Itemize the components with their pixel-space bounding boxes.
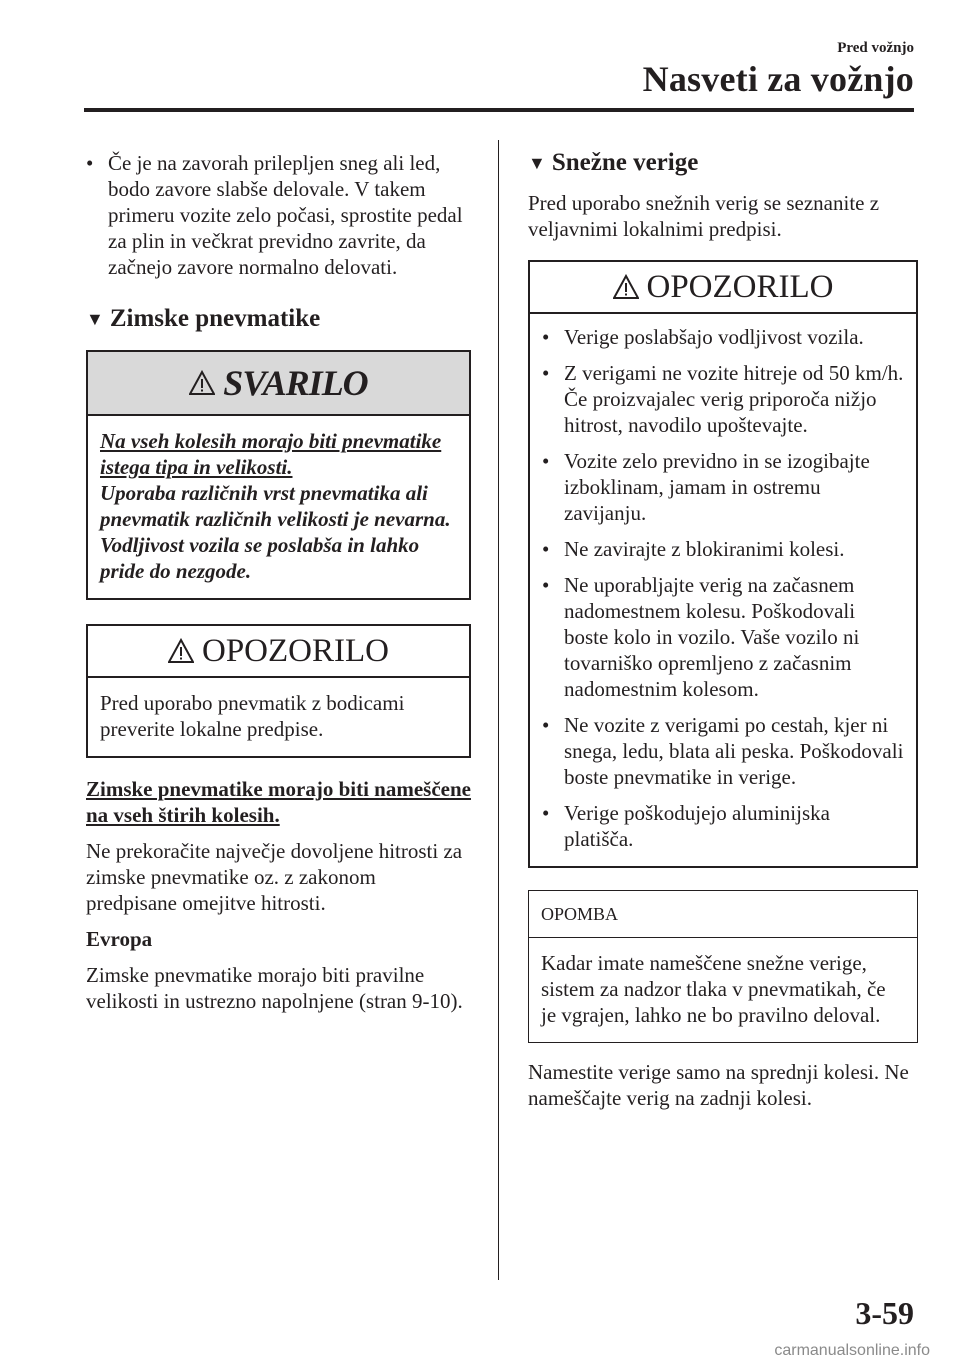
warning-icon — [168, 638, 194, 664]
page-number: 3-59 — [855, 1295, 914, 1331]
header-rule — [84, 108, 914, 112]
right-column — [528, 150, 918, 1111]
warning-icon — [189, 370, 215, 396]
opozorilo-header — [88, 626, 469, 678]
opozorilo-title: OPOZORILO — [646, 269, 834, 305]
bullet-icon: • — [542, 801, 550, 825]
bullet-icon: • — [542, 449, 550, 473]
list-item: • Vozite zelo previdno in se izogibajte izboklinam, jamam in ostremu zavijanju. — [542, 449, 870, 525]
paragraph: Ne prekoračite največje dovoljene hitrosti za zimske pnevmatike oz. z zakonom predpisane omejitve hitrosti. — [86, 839, 463, 915]
section-label: Pred vožnjo — [837, 40, 914, 56]
bullet-icon: • — [542, 713, 550, 737]
section-heading-snow-chains: ▼ Snežne verige — [528, 149, 699, 176]
svarilo-text: Uporaba različnih vrst pnevmatika ali pnevmatik različnih velikosti je nevarna. Vodljivost vozila se poslabša in lahko pride do nezgode. — [100, 481, 451, 583]
opozorilo-header — [530, 262, 916, 314]
watermark: carmanualsonline.info — [774, 1342, 930, 1359]
warning-icon — [613, 274, 639, 300]
bullet-icon: • — [542, 573, 550, 597]
list-item: • Ne uporabljajte verig na začasnem nadomestnem kolesu. Poškodovali boste kolo in vozilo. Vaše vozilo ni tovarniško opremljeno z začasnim nadomestnim kolesom. — [542, 573, 860, 701]
svarilo-title: SVARILO — [223, 363, 368, 403]
paragraph: Zimske pnevmatike morajo biti pravilne velikosti in ustrezno napolnjene (stran 9-10). — [86, 963, 463, 1013]
paragraph: Namestite verige samo na sprednji kolesi. Ne nameščajte verig na zadnji kolesi. — [528, 1060, 909, 1110]
bullet-text: Če je na zavorah prilepljen sneg ali led, bodo zavore slabše delovale. V takem primeru vozite zelo počasi, sprostite pedal za plin in večkrat previdno zavrite, da začnejo zavore normalno delovati. — [108, 151, 463, 279]
list-item: • Z verigami ne vozite hitreje od 50 km/h. Če proizvajalec verig priporoča nižjo hitrost, navodilo upoštevajte. — [542, 361, 904, 437]
triangle-down-icon: ▼ — [86, 309, 104, 329]
list-item: • Verige poškodujejo aluminijska platišča. — [542, 801, 830, 851]
bullet-icon: • — [542, 325, 550, 349]
svarilo-underlined: Na vseh kolesih morajo biti pnevmatike istega tipa in velikosti. — [100, 429, 442, 479]
page-title: Nasveti za vožnjo — [642, 59, 914, 99]
list-item — [86, 150, 471, 280]
list-item: • Ne zavirajte z blokiranimi kolesi. — [542, 537, 845, 561]
svarilo-body — [88, 416, 469, 598]
bullet-icon: • — [542, 537, 550, 561]
opozorilo-list — [530, 314, 916, 866]
column-divider — [498, 140, 499, 1280]
underlined-paragraph: Zimske pnevmatike morajo biti nameščene na vseh štirih kolesih. — [86, 777, 471, 827]
opozorilo-body: Pred uporabo pnevmatik z bodicami preverite lokalne predpise. — [100, 691, 405, 741]
paragraph: Pred uporabo snežnih verig se seznanite z veljavnimi lokalnimi predpisi. — [528, 191, 880, 241]
list-item: • Ne vozite z verigami po cestah, kjer ni snega, ledu, blata ali peska. Poškodovali boste pnevmatike in verige. — [542, 713, 904, 789]
opozorilo-title: OPOZORILO — [202, 633, 389, 669]
opomba-title: OPOMBA — [529, 891, 917, 938]
opozorilo-box-left — [86, 624, 471, 758]
section-heading-winter-tires: ▼ Zimske pnevmatike — [86, 305, 321, 332]
list-item: • Verige poslabšajo vodljivost vozila. — [542, 325, 864, 349]
opomba-box — [528, 890, 918, 1043]
bullet-icon: • — [542, 361, 550, 385]
triangle-down-icon: ▼ — [528, 153, 546, 173]
bullet-icon: • — [86, 151, 94, 175]
svarilo-box — [86, 350, 471, 600]
opozorilo-box-right — [528, 260, 918, 868]
svarilo-header — [88, 352, 469, 416]
subheading-evropa: Evropa — [86, 927, 153, 951]
opomba-body: Kadar imate nameščene snežne verige, sistem za nadzor tlaka v pnevmatikah, če je vgrajen, lahko ne bo pravilno deloval. — [541, 951, 886, 1027]
left-column — [86, 150, 471, 1014]
